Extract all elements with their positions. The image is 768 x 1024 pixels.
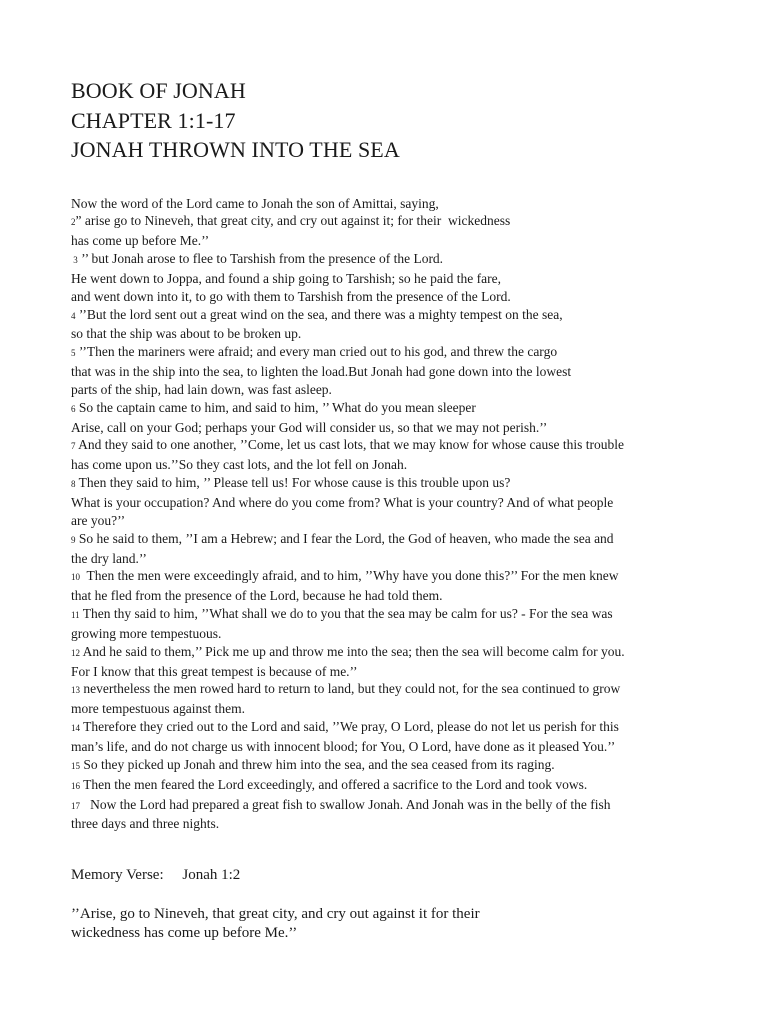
verse-number: 13: [71, 685, 80, 696]
verse-number: 5: [71, 348, 76, 359]
verse-number: 10: [71, 572, 80, 583]
verse-line: [71, 567, 701, 587]
verse-text: that was in the ship into the sea, to lighten the load.But Jonah had gone down into the lowest: [71, 364, 572, 380]
verse-number: 14: [71, 723, 80, 734]
verse-text: has come upon us.’’So they cast lots, and the lot fell on Jonah.: [71, 457, 408, 473]
verse-line: [71, 456, 701, 474]
verse-line: [71, 718, 701, 738]
verse-line: [71, 436, 701, 456]
memory-verse-line: ’’Arise, go to Nineveh, that great city, and cry out against it for their: [71, 906, 480, 923]
verse-text: three days and three nights.: [71, 816, 220, 832]
verse-text: man’s life, and do not charge us with innocent blood; for You, O Lord, have done as it pleased You.’’: [71, 738, 616, 754]
verse-line: [71, 587, 701, 605]
verse-text: Now the word of the Lord came to Jonah the son of Amittai, saying,: [71, 195, 439, 211]
verse-text: ’’But the lord sent out a great wind on the sea, and there was a mighty tempest on the sea,: [75, 306, 563, 322]
verse-text: are you?’’: [71, 512, 126, 528]
verse-number: 17: [71, 800, 80, 811]
verse-line: [71, 700, 701, 718]
verse-line: [71, 776, 701, 796]
verse-line: [71, 232, 701, 250]
verse-number: 15: [71, 760, 80, 771]
section-title: JONAH THROWN INTO THE SEA: [71, 137, 400, 162]
verse-text: He went down to Joppa, and found a ship going to Tarshish; so he paid the fare,: [71, 270, 501, 286]
verse-text: that he fled from the presence of the Lord, because he had told them.: [71, 588, 443, 604]
book-title: BOOK OF JONAH: [71, 78, 246, 103]
verse-text: so that the ship was about to be broken up.: [71, 326, 302, 342]
verse-text: more tempestuous against them.: [71, 701, 245, 717]
verse-line: [71, 212, 701, 232]
verse-line: [71, 195, 701, 213]
verse-text: has come up before Me.’’: [71, 233, 210, 249]
verse-line: [71, 663, 701, 681]
verse-number: 6: [71, 403, 76, 414]
verse-text: parts of the ship, had lain down, was fast asleep.: [71, 381, 332, 397]
verse-line: [71, 419, 701, 437]
verse-text: Then the men feared the Lord exceedingly, and offered a sacrifice to the Lord and took vows.: [80, 776, 588, 792]
memory-verse-text: [71, 905, 701, 942]
verse-line: [71, 815, 701, 833]
verse-number: 3: [71, 255, 78, 266]
verse-text: ’’ but Jonah arose to flee to Tarshish from the presence of the Lord.: [77, 251, 444, 267]
verse-line: [71, 306, 701, 326]
verse-line: [71, 796, 701, 816]
document-page: [71, 76, 701, 942]
verse-line: [71, 494, 701, 512]
verse-text: Then they said to him, ’’ Please tell us! For whose cause is this trouble upon us?: [75, 475, 511, 491]
verse-text: Therefore they cried out to the Lord and said, ’’We pray, O Lord, please do not let us perish for this: [80, 719, 619, 735]
verse-line: [71, 550, 701, 568]
verse-line: [71, 605, 701, 625]
verse-line: [71, 343, 701, 363]
verse-number: 2: [71, 217, 76, 228]
memory-verse-label: Memory Verse:: [71, 867, 164, 884]
scripture-text: [71, 195, 701, 834]
verse-line: [71, 643, 701, 663]
memory-verse-reference: Jonah 1:2: [182, 867, 241, 884]
verse-line: [71, 270, 701, 288]
verse-text: So he said to them, ’’I am a Hebrew; and I fear the Lord, the God of heaven, who made the sea and: [75, 530, 614, 546]
verse-text: ” arise go to Nineveh, that great city, and cry out against it; for their wickedness: [75, 213, 511, 229]
verse-number: 16: [71, 780, 80, 791]
verse-text: Then thy said to him, ’’What shall we do to you that the sea may be calm for us? - For the sea was: [79, 606, 613, 622]
verse-text: So the captain came to him, and said to him, ’’ What do you mean sleeper: [75, 399, 476, 415]
verse-text: the dry land.’’: [71, 550, 147, 566]
verse-text: growing more tempestuous.: [71, 625, 222, 641]
verse-text: Arise, call on your God; perhaps your God will consider us, so that we may not perish.’’: [71, 419, 548, 435]
verse-text: nevertheless the men rowed hard to return to land, but they could not, for the sea continued to grow: [80, 681, 621, 697]
verse-line: [71, 756, 701, 776]
verse-line: [71, 512, 701, 530]
verse-line: [71, 399, 701, 419]
verse-number: 9: [71, 534, 76, 545]
verse-line: [71, 288, 701, 306]
verse-text: And he said to them,’’ Pick me up and throw me into the sea; then the sea will become calm for you.: [80, 643, 625, 659]
verse-line: [71, 530, 701, 550]
memory-verse-heading: [71, 866, 701, 884]
verse-number: 11: [71, 610, 80, 621]
memory-verse-line: wickedness has come up before Me.’’: [71, 924, 298, 941]
title-block: [71, 76, 701, 165]
verse-number: 4: [71, 310, 76, 321]
verse-text: and went down into it, to go with them to Tarshish from the presence of the Lord.: [71, 288, 511, 304]
verse-text: Now the Lord had prepared a great fish to swallow Jonah. And Jonah was in the belly of the fish: [80, 796, 611, 812]
verse-text: ’’Then the mariners were afraid; and every man cried out to his god, and threw the cargo: [75, 344, 558, 360]
verse-number: 7: [71, 441, 76, 452]
verse-number: 8: [71, 479, 76, 490]
verse-line: [71, 325, 701, 343]
verse-text: What is your occupation? And where do you come from? What is your country? And of what people: [71, 495, 614, 510]
chapter-title: CHAPTER 1:1-17: [71, 107, 236, 133]
verse-text: And they said to one another, ’’Come, let us cast lots, that we may know for whose cause this trouble: [75, 437, 624, 453]
verse-line: [71, 381, 701, 399]
verse-line: [71, 250, 701, 270]
verse-line: [71, 625, 701, 643]
verse-line: [71, 680, 701, 700]
verse-number: 12: [71, 647, 80, 658]
verse-text: Then the men were exceedingly afraid, and to him, ’’Why have you done this?’’ For the men knew: [80, 568, 619, 584]
verse-text: For I know that this great tempest is because of me.’’: [71, 663, 358, 679]
verse-line: [71, 363, 701, 381]
verse-text: So they picked up Jonah and threw him into the sea, and the sea ceased from its raging.: [80, 756, 555, 772]
verse-line: [71, 738, 701, 756]
verse-line: [71, 474, 701, 494]
